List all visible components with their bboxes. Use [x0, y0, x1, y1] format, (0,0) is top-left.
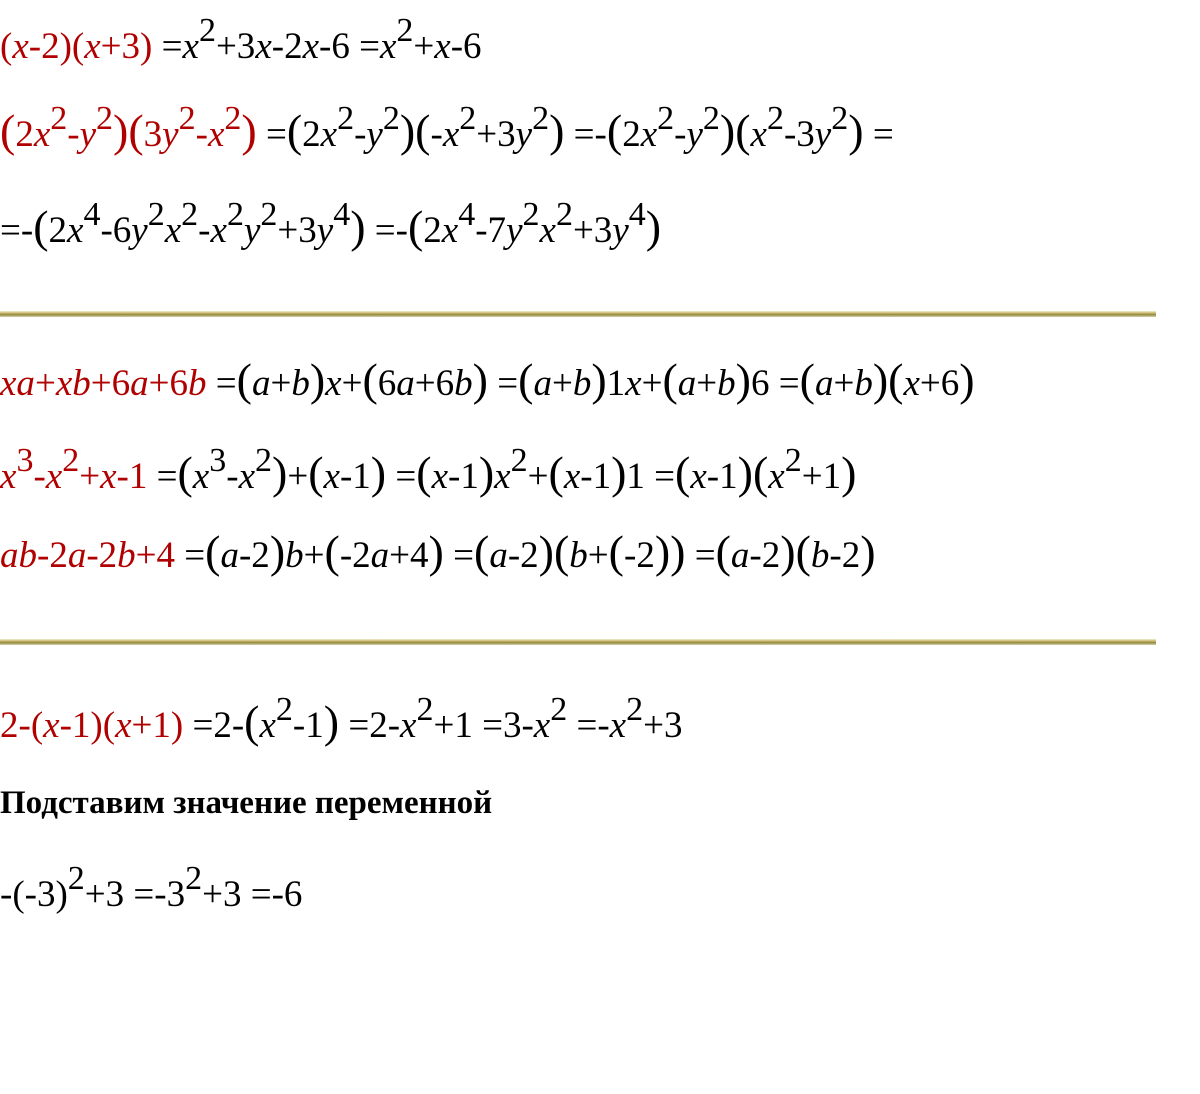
- solution-expression: $=(2x^2-y^2)(-x^2+3y^2) =-(2x^2-y^2)(x^2-3y^2)$ =: [256, 100, 894, 156]
- expression-line-7: [0, 691, 683, 747]
- expression-line-1: [0, 12, 482, 67]
- expression-line-3: [0, 196, 662, 252]
- expression-line-2: [0, 100, 894, 156]
- solution-expression: $=(x^3-x^2)+(x-1) =(x-1)x^2+(x-1)1 =(x-1)(x^2+1)$: [147, 442, 857, 498]
- expression-line-5: [0, 442, 857, 498]
- task-expression: ab-2a-2b+4: [0, 535, 176, 576]
- task-expression: xa+xb+6a+6b: [0, 363, 207, 404]
- solution-expression: $=-(2x^4-6y^2x^2-x^2y^2+3y^4) =-(2x^4-7y^2x^2+3y^4)$: [0, 196, 662, 252]
- solution-expression: =(a+b)x+(6a+6b) =(a+b)1x+(a+b)6 =(a+b)(x+6): [206, 354, 975, 405]
- solution-expression: $=2-(x^2-1) =2-x^2+1 =3-x^2 =-x^2+3$: [183, 691, 683, 747]
- solution-expression: =(a-2)b+(-2a+4) =(a-2)(b+(-2)) =(a-2)(b-2): [175, 526, 876, 577]
- expression-line-4: [0, 354, 975, 405]
- caption-text: Подставим значение переменной: [0, 785, 493, 821]
- task-expression: (x-2)(x+3): [0, 26, 153, 67]
- solution-expression: $-(-3)^2+3 =-3^2+3 =-6$: [0, 860, 303, 915]
- task-expression: 2-(x-1)(x+1): [0, 705, 184, 746]
- task-expression: $(2x^2-y^2)(3y^2-x^2)$: [0, 100, 257, 156]
- expression-line-8: [0, 860, 303, 915]
- section-divider-1: [0, 311, 1156, 317]
- solution-expression: $=x^2+3x-2x-6 =x^2+x-6$: [152, 12, 482, 67]
- task-expression: $x^3-x^2+x-1$: [0, 442, 148, 497]
- section-divider-2: [0, 639, 1156, 645]
- expression-line-6: [0, 526, 876, 577]
